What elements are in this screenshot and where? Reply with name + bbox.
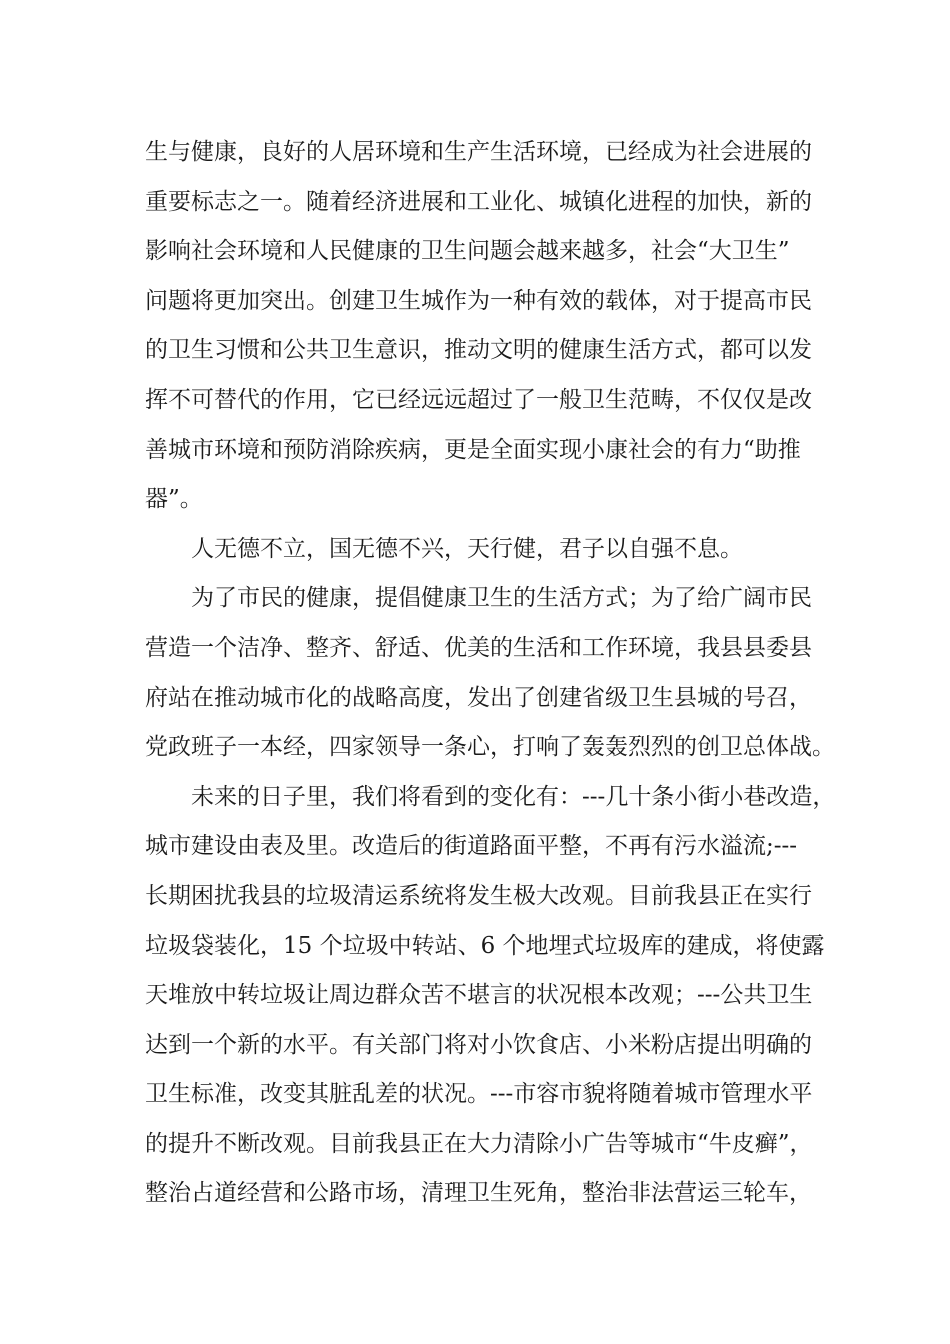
text-line: 为了市民的健康，提倡健康卫生的生活方式；为了给广阔市民 [191,585,812,612]
text-line: 未来的日子里，我们将看到的变化有：---几十条小街小巷改造， [191,783,836,810]
text-line: 长期困扰我县的垃圾清运系统将发生极大改观。目前我县正在实行 [145,882,812,909]
text-line: 问题将更加突出。创建卫生城作为一种有效的载体，对于提高市民 [145,287,812,314]
text-line: 整治占道经营和公路市场，清理卫生死角，整治非法营运三轮车， [145,1180,812,1207]
text-line: 生与健康，良好的人居环境和生产生活环境，已经成为社会进展的 [145,139,812,165]
text-line: 善城市环境和预防消除疾病，更是全面实现小康社会的有力“助推 [145,436,801,463]
text-line: 挥不可替代的作用，它已经远远超过了一般卫生范畴，不仅仅是改 [145,386,812,413]
text-line: 垃圾袋装化，15 个垃圾中转站、6 个地埋式垃圾库的建成，将使露 [145,932,825,959]
document-body [145,128,836,1219]
text-line: 府站在推动城市化的战略高度，发出了创建省级卫生县城的号召， [145,684,812,711]
text-line: 城市建设由表及里。改造后的街道路面平整，不再有污水溢流;--- [145,833,798,860]
text-line: 卫生标准，改变其脏乱差的状况。---市容市貌将随着城市管理水平 [145,1081,813,1108]
text-line: 达到一个新的水平。有关部门将对小饮食店、小米粉店提出明确的 [145,1031,812,1058]
text-line: 党政班子一本经，四家领导一条心，打响了轰轰烈烈的创卫总体战。 [145,734,835,761]
text-line: 的卫生习惯和公共卫生意识，推动文明的健康生活方式，都可以发 [145,337,812,364]
text-line: 重要标志之一。随着经济进展和工业化、城镇化进程的加快，新的 [145,188,812,215]
text-line: 人无德不立，国无德不兴，天行健，君子以自强不息。 [191,535,743,562]
text-line: 营造一个洁净、整齐、舒适、优美的生活和工作环境，我县县委县 [145,634,812,661]
text-line: 的提升不断改观。目前我县正在大力清除小广告等城市“牛皮癣”， [145,1130,813,1157]
text-line: 器”。 [145,486,203,513]
text-line: 影响社会环境和人民健康的卫生问题会越来越多，社会“大卫生” [145,238,790,265]
text-line: 天堆放中转垃圾让周边群众苦不堪言的状况根本改观；---公共卫生 [145,982,813,1009]
